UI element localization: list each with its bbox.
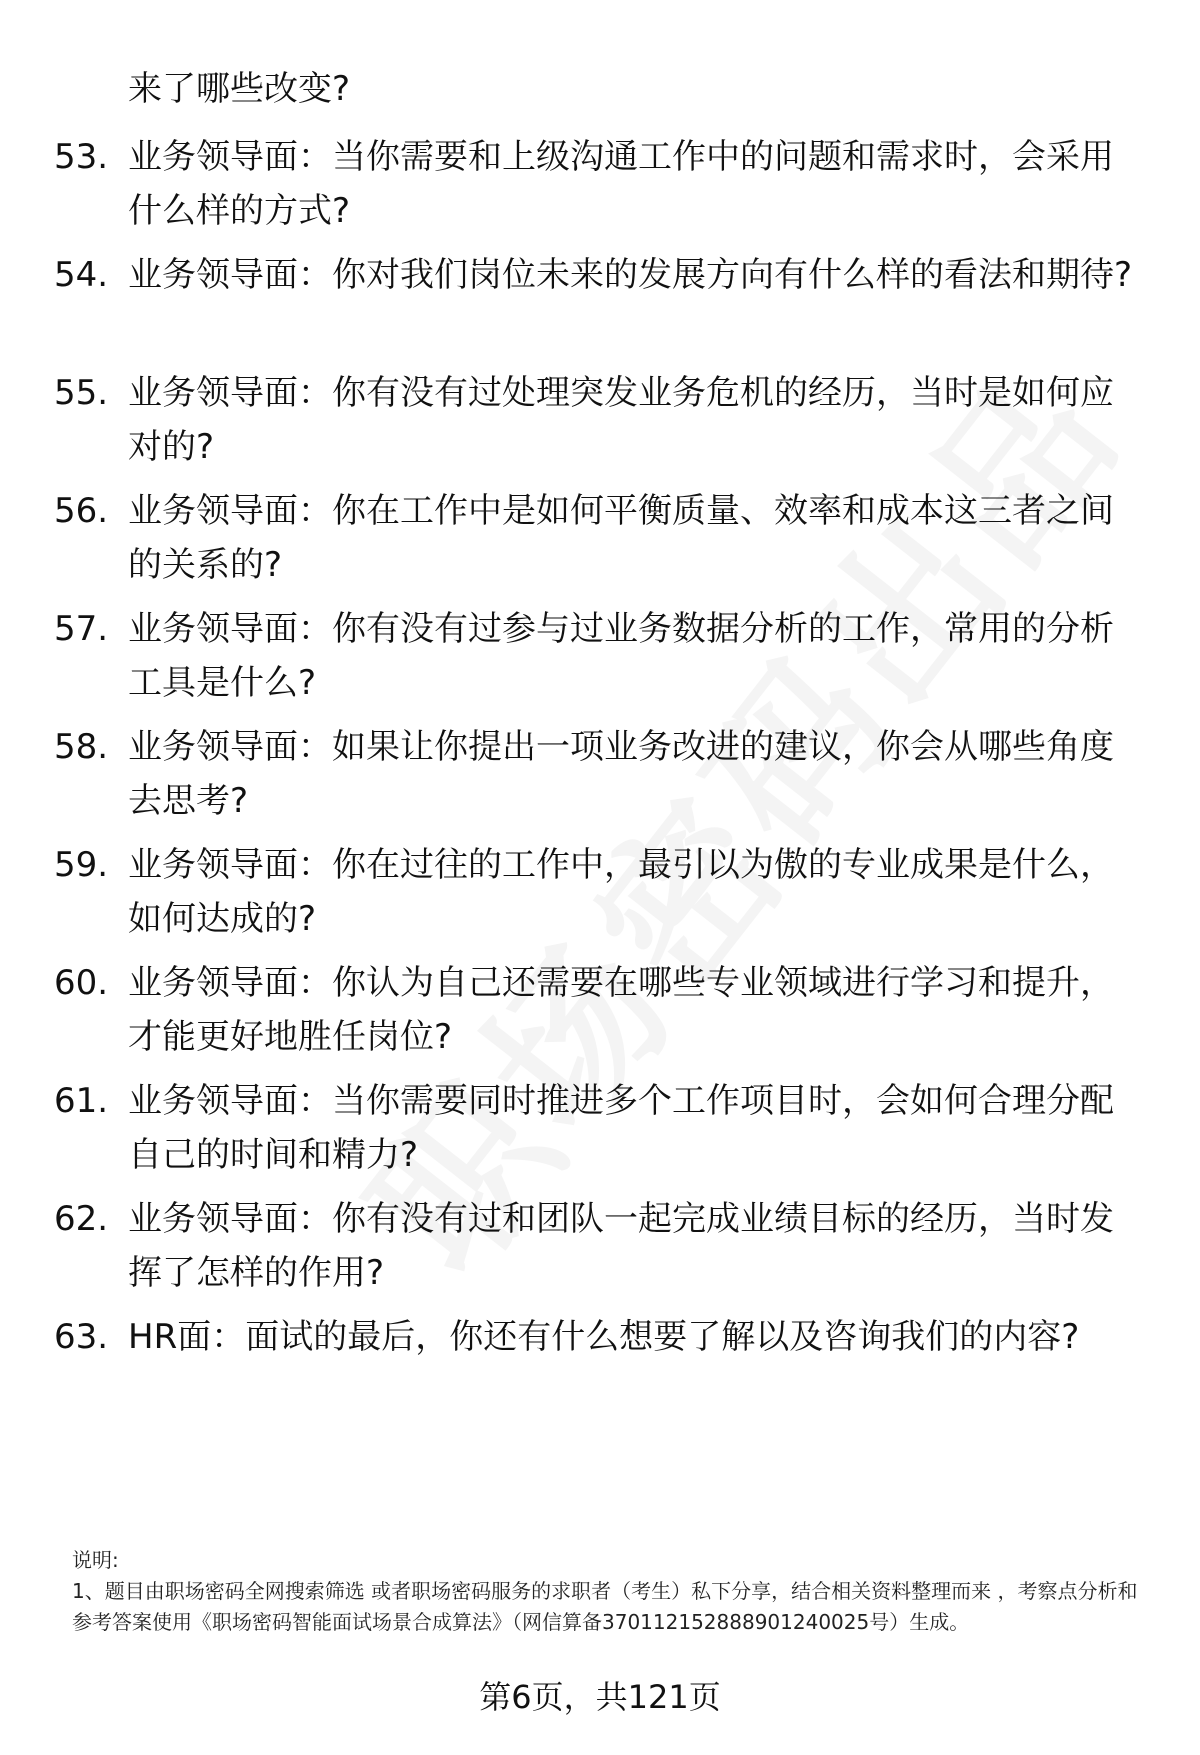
question-number: 61.: [54, 1081, 109, 1121]
question-number: 63.: [54, 1317, 109, 1357]
question-item: [0, 843, 1200, 953]
continued-question-text: 来了哪些改变?: [128, 69, 351, 109]
question-text: 业务领导面：你在过往的工作中，最引以为傲的专业成果是什么，如何达成的?: [128, 845, 1114, 939]
question-text: HR面：面试的最后，你还有什么想要了解以及咨询我们的内容?: [128, 1317, 1080, 1357]
question-text: 业务领导面：你有没有过处理突发业务危机的经历，当时是如何应对的?: [128, 373, 1114, 467]
question-number: 60.: [54, 963, 109, 1003]
question-text: 业务领导面：你有没有过和团队一起完成业绩目标的经历，当时发挥了怎样的作用?: [128, 1199, 1114, 1293]
question-text: 业务领导面：你对我们岗位未来的发展方向有什么样的看法和期待?: [128, 255, 1133, 295]
question-text: 业务领导面：你有没有过参与过业务数据分析的工作，常用的分析工具是什么?: [128, 609, 1114, 703]
question-number: 58.: [54, 727, 109, 767]
question-item: [0, 725, 1200, 835]
notes-title: 说明:: [72, 1548, 119, 1572]
question-number: 57.: [54, 609, 109, 649]
question-number: 59.: [54, 845, 109, 885]
question-item: [0, 253, 1200, 363]
question-item: [0, 489, 1200, 599]
question-item: [0, 607, 1200, 717]
notes-section: [72, 1545, 1152, 1638]
question-item: [0, 961, 1200, 1071]
question-text: 业务领导面：你在工作中是如何平衡质量、效率和成本这三者之间的关系的?: [128, 491, 1114, 585]
notes-body: 1、题目由职场密码全网搜索筛选 或者职场密码服务的求职者（考生）私下分享，结合相关资料整理而来 ，考察点分析和参考答案使用《职场密码智能面试场景合成算法》（网信算备370112152888901240025号）生成。: [72, 1579, 1138, 1634]
question-number: 55.: [54, 373, 109, 413]
question-item: [0, 1079, 1200, 1189]
question-text: 业务领导面：如果让你提出一项业务改进的建议，你会从哪些角度去思考?: [128, 727, 1114, 821]
question-item: [0, 1315, 1200, 1425]
question-item: [0, 135, 1200, 245]
question-number: 56.: [54, 491, 109, 531]
question-text: 业务领导面：当你需要同时推进多个工作项目时，会如何合理分配自己的时间和精力?: [128, 1081, 1114, 1175]
page-number-footer: 第6页，共121页: [479, 1678, 721, 1716]
question-number: 53.: [54, 137, 109, 177]
question-text: 业务领导面：你认为自己还需要在哪些专业领域进行学习和提升，才能更好地胜任岗位?: [128, 963, 1114, 1057]
question-text: 业务领导面：当你需要和上级沟通工作中的问题和需求时，会采用什么样的方式?: [128, 137, 1114, 231]
question-number: 54.: [54, 255, 109, 295]
question-number: 62.: [54, 1199, 109, 1239]
question-item: [0, 371, 1200, 481]
question-item: [0, 1197, 1200, 1307]
